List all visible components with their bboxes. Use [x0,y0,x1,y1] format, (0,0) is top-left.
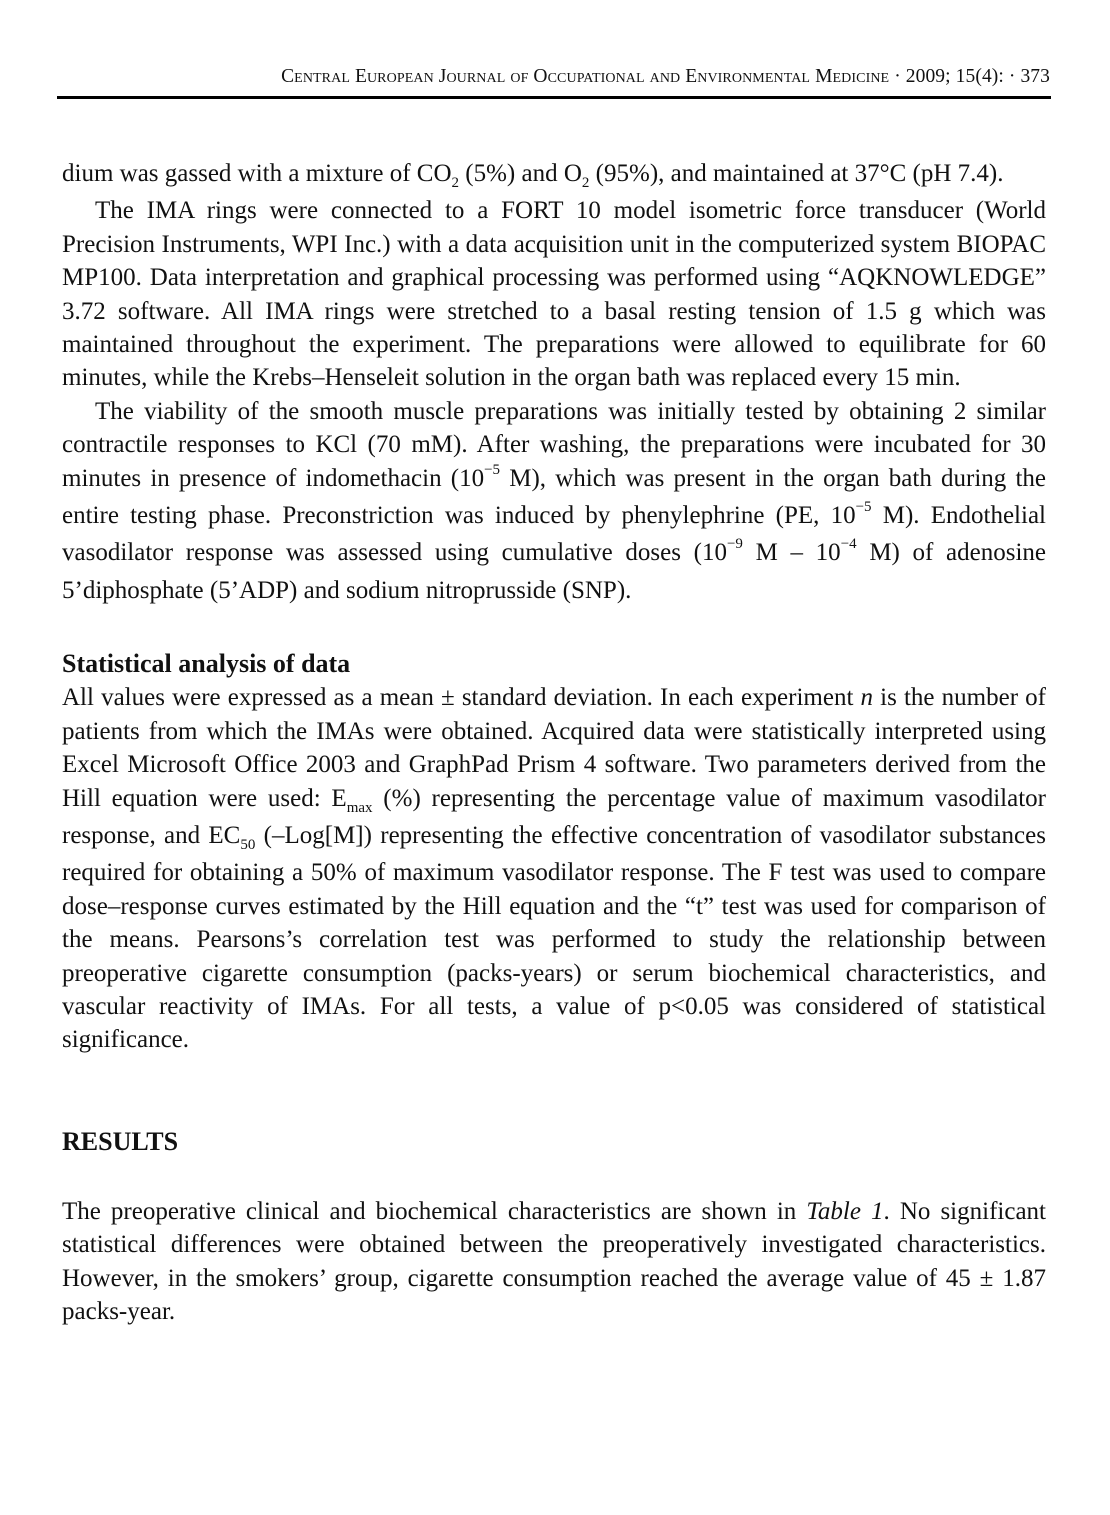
section-heading-results: RESULTS [62,1126,179,1156]
section-heading-statistics: Statistical analysis of data [62,649,351,679]
table-reference: Table 1 [806,1197,884,1225]
paragraph-continuation: dium was gassed with a mixture of $CO_2$ (5%) and $O_2$ (95%), and maintained at 37°C (pH 7.4). [62,160,1004,191]
page-body [62,157,1046,1328]
paragraph-viability: The viability of the smooth muscle preparations was initially tested by obtaining 2 similar contractile responses to KCl (70 mM). After washing, the preparations were incubated for 30 minutes in presence of indomethacin ($10^{-5}$ M), which was present in the organ bath during the entire testing phase. Preconstriction was induced by phenylephrine (PE, $10^{-5}$ M). Endothelial vasodilator response was assessed using cumulative doses ($10^{-9}$ M – $10^{-4}$ M) of adenosine 5’diphosphate (5’ADP) and sodium nitroprusside (SNP). [62,397,1047,604]
journal-citation: · 2009; 15(4): · 373 [894,66,1050,87]
paragraph-results: The preoperative clinical and biochemical characteristics are shown in Table 1. No significant statistical differences were obtained between the preoperatively investigated characteristics. However, in the smokers’ group, cigarette consumption reached the average value of 45 ± 1.87 packs-year. [62,1197,1046,1325]
journal-title: Central European Journal of Occupational and Environmental Medicine [281,66,890,87]
paragraph-statistics: All values were expressed as a mean ± standard deviation. In each experiment n is the number of patients from which the IMAs were obtained. Acquired data were statistically interpreted using Excel Microsoft Office 2003 and GraphPad Prism 4 software. Two parameters derived from the Hill equation were used: $E_{max}$ (%) representing the percentage value of maximum vasodilator response, and $EC_{50}$ (–Log[M]) representing the effective concentration of vasodilator substances required for obtaining a 50% of maximum vasodilator response. The F test was used to compare dose–response curves estimated by the Hill equation and the “t” test was used for comparison of the means. Pearsons’s correlation test was performed to study the relationship between preoperative cigarette consumption (packs-years) or serum biochemical characteristics, and vascular reactivity of IMAs. For all tests, a value of p<0.05 was considered of statistical significance. [62,684,1046,1054]
running-header [60,64,1050,90]
header-rule [57,96,1051,99]
paragraph-transducer: The IMA rings were connected to a FORT 10 model isometric force transducer (World Precision Instruments, WPI Inc.) with a data acquisition unit in the computerized system BIOPAC MP100. Data interpretation and graphical processing was performed using “AQKNOWLEDGE” 3.72 software. All IMA rings were stretched to a basal resting tension of 1.5 g which was maintained throughout the experiment. The preparations were allowed to equilibrate for 60 minutes, while the Krebs–Henseleit solution in the organ bath was replaced every 15 min. [62,197,1046,392]
